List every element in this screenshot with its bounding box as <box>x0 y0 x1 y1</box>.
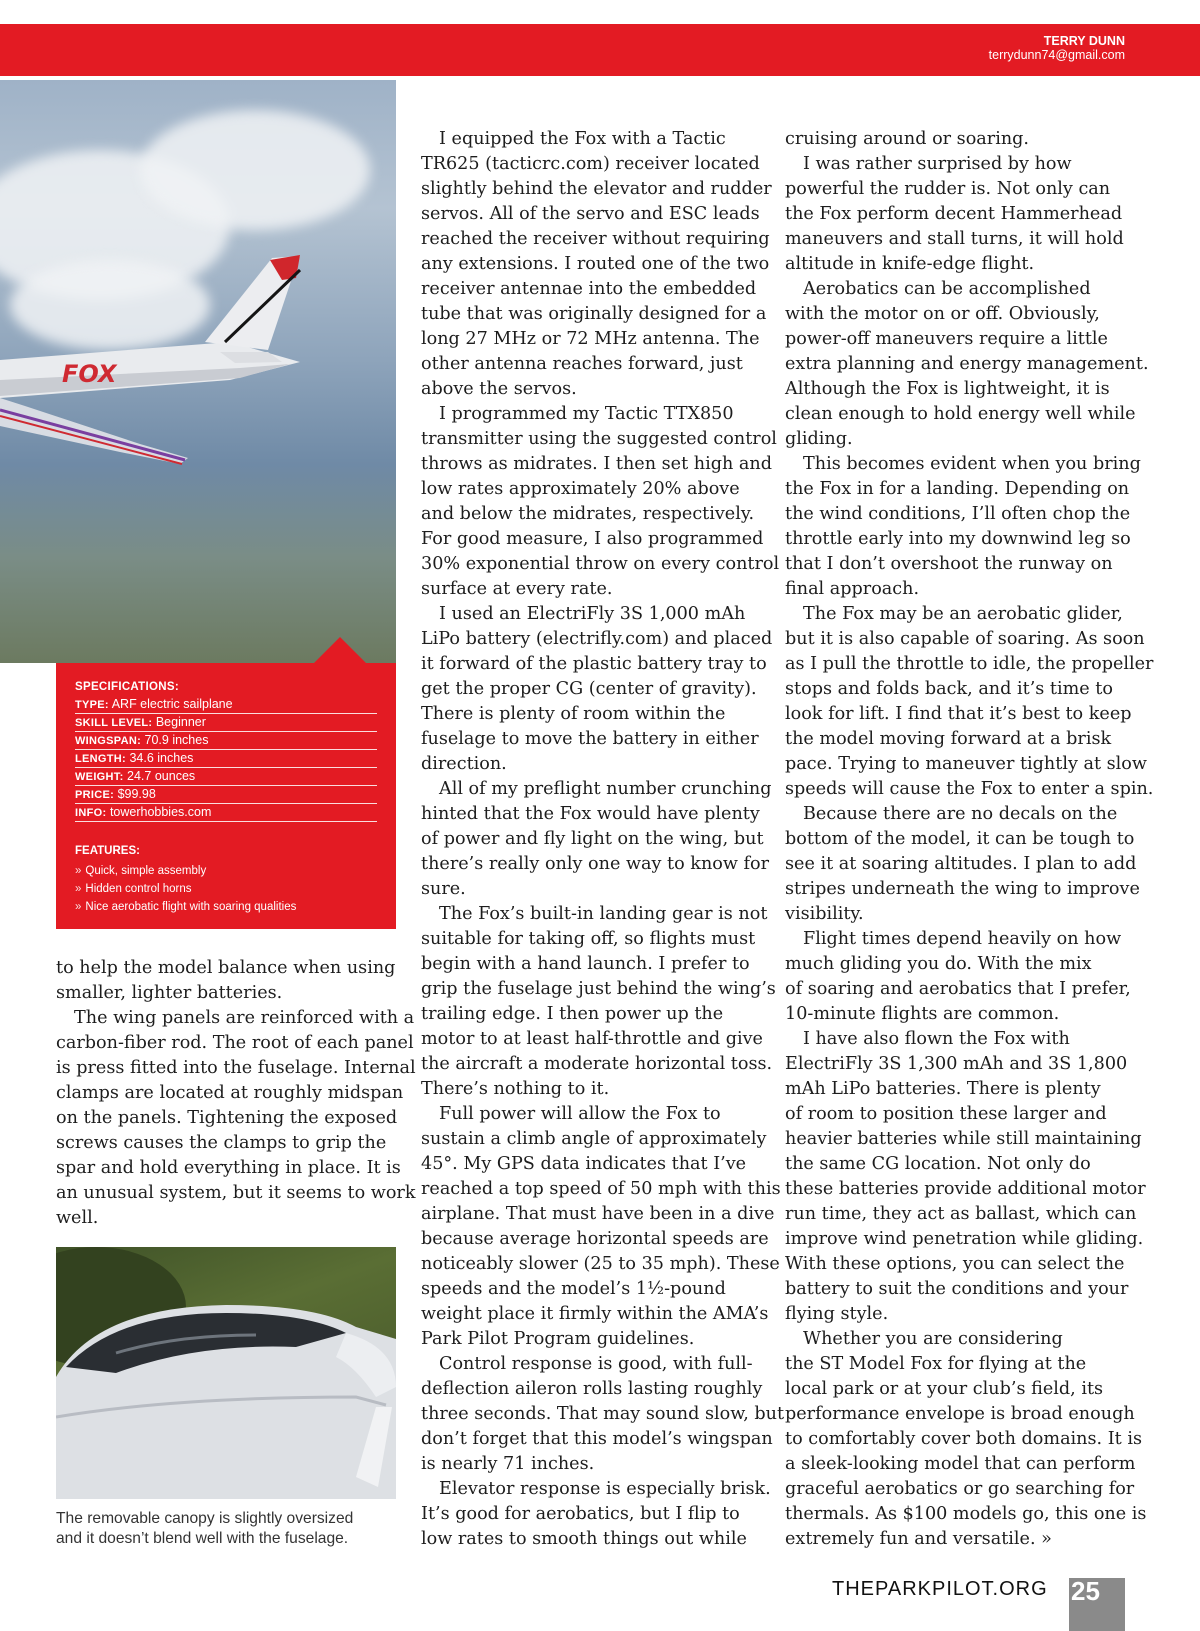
specs-title: SPECIFICATIONS: <box>75 681 179 693</box>
text-line: weight place it firmly within the AMA’s <box>421 1304 769 1324</box>
text-line: sure. <box>421 879 466 899</box>
text-line: the same CG location. Not only do <box>785 1154 1091 1174</box>
text-line: it forward of the plastic battery tray to <box>421 654 767 674</box>
text-line: fuselage to move the battery in either <box>421 729 759 749</box>
text-line: begin with a hand launch. I prefer to <box>421 954 750 974</box>
spec-value: 70.9 inches <box>144 733 209 747</box>
text-line: spar and hold everything in place. It is <box>56 1158 401 1178</box>
text-line: LiPo battery (electrifly.com) and placed <box>421 629 773 649</box>
text-line: grip the fuselage just behind the wing’s <box>421 979 776 999</box>
text-line: 45°. My GPS data indicates that I’ve <box>421 1154 747 1174</box>
paragraph <box>785 127 1153 152</box>
text-line: noticeably slower (25 to 35 mph). These <box>421 1254 780 1274</box>
article-column-2 <box>421 127 784 1552</box>
text-line: Flight times depend heavily on how <box>803 929 1122 949</box>
text-line: power-off maneuvers require a little <box>785 329 1108 349</box>
text-line: trailing edge. I then power up the <box>421 1004 724 1024</box>
text-line: to help the model balance when using <box>56 958 396 978</box>
spec-row <box>75 768 377 786</box>
text-line: three seconds. That may sound slow, but <box>421 1404 785 1424</box>
spec-value: Beginner <box>155 715 206 729</box>
text-line: smaller, lighter batteries. <box>56 983 283 1003</box>
feature-item <box>75 880 385 898</box>
text-line: clamps are located at roughly midspan <box>56 1083 404 1103</box>
text-line: gliding. <box>785 429 853 449</box>
text-line: The wing panels are reinforced with a <box>74 1008 415 1028</box>
text-line: clean enough to hold energy well while <box>785 404 1136 424</box>
spec-row <box>75 732 377 750</box>
text-line: the Fox in for a landing. Depending on <box>785 479 1130 499</box>
text-line: long 27 MHz or 72 MHz antenna. The <box>421 329 760 349</box>
feature-text: Hidden control horns <box>85 883 192 895</box>
paragraph <box>785 602 1153 802</box>
text-line: graceful aerobatics or go searching for <box>785 1479 1135 1499</box>
spec-row <box>75 696 377 714</box>
text-line: speeds will cause the Fox to enter a spin. <box>785 779 1154 799</box>
paragraph <box>56 956 416 1006</box>
text-line: there’s really only one way to know for <box>421 854 770 874</box>
text-line: maneuvers and stall turns, it will hold <box>785 229 1124 249</box>
text-line: With these options, you can select the <box>785 1254 1125 1274</box>
text-line: much gliding you do. With the mix <box>785 954 1092 974</box>
text-line: The Fox’s built-in landing gear is not <box>439 904 768 924</box>
paragraph <box>785 277 1153 452</box>
text-line: above the servos. <box>421 379 577 399</box>
text-line: Elevator response is especially brisk. <box>439 1479 771 1499</box>
paragraph <box>421 1352 784 1477</box>
text-line: screws causes the clamps to grip the <box>56 1133 387 1153</box>
text-line: I used an ElectriFly 3S 1,000 mAh <box>439 604 746 624</box>
text-line: an unusual system, but it seems to work <box>56 1183 416 1203</box>
text-line: any extensions. I routed one of the two <box>421 254 770 274</box>
spec-label: WINGSPAN: <box>75 735 142 747</box>
text-line: tube that was originally designed for a <box>421 304 767 324</box>
specs-list <box>75 696 377 822</box>
text-line: is nearly 71 inches. <box>421 1454 595 1474</box>
text-line: There’s nothing to it. <box>421 1079 610 1099</box>
text-line: carbon-fiber rod. The root of each panel <box>56 1033 414 1053</box>
text-line: 10-minute flights are common. <box>785 1004 1060 1024</box>
caption-line: The removable canopy is slightly oversized <box>56 1510 354 1527</box>
page-number: 25 <box>1071 1576 1100 1606</box>
text-line: the wind conditions, I’ll often chop the <box>785 504 1131 524</box>
text-line: Full power will allow the Fox to <box>439 1104 721 1124</box>
paragraph <box>421 602 784 777</box>
spec-label: LENGTH: <box>75 753 126 765</box>
spec-label: SKILL LEVEL: <box>75 717 153 729</box>
text-line: visibility. <box>785 904 864 924</box>
text-line: other antenna reaches forward, just <box>421 354 743 374</box>
text-line: I have also flown the Fox with <box>803 1029 1070 1049</box>
spec-row <box>75 750 377 768</box>
text-line: motor to at least half-throttle and give <box>421 1029 763 1049</box>
text-line: ElectriFly 3S 1,300 mAh and 3S 1,800 <box>785 1054 1128 1074</box>
canopy-illustration <box>56 1247 396 1499</box>
paragraph <box>421 127 784 402</box>
paragraph <box>421 1102 784 1352</box>
spec-value: 24.7 ounces <box>127 769 196 783</box>
text-line: mAh LiPo batteries. There is plenty <box>785 1079 1101 1099</box>
feature-item <box>75 862 385 880</box>
features-title: FEATURES: <box>75 845 140 857</box>
text-line: well. <box>56 1208 99 1228</box>
paragraph <box>785 1327 1153 1552</box>
spec-label: INFO: <box>75 807 107 819</box>
text-line: slightly behind the elevator and rudder <box>421 179 772 199</box>
bullet-chevron-icon: » <box>75 901 82 913</box>
text-line: that I don’t overshoot the runway on <box>785 554 1113 574</box>
glider-illustration <box>0 80 396 663</box>
feature-text: Quick, simple assembly <box>85 865 207 877</box>
text-line: of power and fly light on the wing, but <box>421 829 764 849</box>
article-column-1 <box>56 956 416 1231</box>
text-line: low rates to smooth things out while <box>421 1529 747 1549</box>
text-line: see it at soaring altitudes. I plan to add <box>785 854 1137 874</box>
text-line: I equipped the Fox with a Tactic <box>439 129 726 149</box>
text-line: low rates approximately 20% above <box>421 479 740 499</box>
spec-row <box>75 804 377 822</box>
paragraph <box>785 452 1153 602</box>
text-line: run time, they act as ballast, which can <box>785 1204 1137 1224</box>
text-line: of room to position these larger and <box>785 1104 1107 1124</box>
text-line: these batteries provide additional motor <box>785 1179 1146 1199</box>
text-line: powerful the rudder is. Not only can <box>785 179 1111 199</box>
text-line: stripes underneath the wing to improve <box>785 879 1140 899</box>
text-line: sustain a climb angle of approximately <box>421 1129 767 1149</box>
feature-text: Nice aerobatic flight with soaring qualities <box>85 901 297 913</box>
text-line: extremely fun and versatile. » <box>785 1529 1052 1549</box>
text-line: throws as midrates. I then set high and <box>421 454 772 474</box>
photo-caption <box>56 1509 401 1549</box>
text-line: altitude in knife-edge flight. <box>785 254 1035 274</box>
text-line: extra planning and energy management. <box>785 354 1149 374</box>
text-line: the aircraft a moderate horizontal toss. <box>421 1054 773 1074</box>
text-line: I programmed my Tactic TTX850 <box>439 404 734 424</box>
text-line: The Fox may be an aerobatic glider, <box>803 604 1123 624</box>
spec-label: TYPE: <box>75 699 109 711</box>
text-line: but it is also capable of soaring. As soon <box>785 629 1145 649</box>
text-line: It’s good for aerobatics, but I flip to <box>421 1504 740 1524</box>
header-bar <box>0 24 1200 76</box>
text-line: For good measure, I also programmed <box>421 529 764 549</box>
text-line: servos. All of the servo and ESC leads <box>421 204 760 224</box>
spec-row <box>75 786 377 804</box>
caption-line: and it doesn’t blend well with the fuselage. <box>56 1530 349 1547</box>
text-line: and below the midrates, respectively. <box>421 504 755 524</box>
paragraph <box>421 777 784 902</box>
paragraph <box>785 802 1153 927</box>
spec-value: 34.6 inches <box>129 751 194 765</box>
text-line: This becomes evident when you bring <box>803 454 1141 474</box>
text-line: bottom of the model, it can be tough to <box>785 829 1135 849</box>
author-credit <box>989 34 1125 62</box>
text-line: reached a top speed of 50 mph with this <box>421 1179 781 1199</box>
feature-item <box>75 898 385 916</box>
text-line: TR625 (tacticrc.com) receiver located <box>421 154 760 174</box>
paragraph <box>785 1027 1153 1327</box>
paragraph <box>785 152 1153 277</box>
paragraph <box>421 902 784 1102</box>
text-line: Park Pilot Program guidelines. <box>421 1329 695 1349</box>
text-line: is press fitted into the fuselage. Internal <box>56 1058 416 1078</box>
text-line: on the panels. Tightening the exposed <box>56 1108 398 1128</box>
text-line: heavier batteries while still maintaining <box>785 1129 1142 1149</box>
text-line: receiver antennae into the embedded <box>421 279 757 299</box>
spec-value: $99.98 <box>117 787 156 801</box>
site-url: THEPARKPILOT.ORG <box>832 1578 1048 1600</box>
text-line: deflection aileron rolls lasting roughly <box>421 1379 763 1399</box>
text-line: airplane. That must have been in a dive <box>421 1204 775 1224</box>
fox-decal: FOX <box>62 360 117 388</box>
canopy-closeup-photo <box>56 1247 396 1499</box>
text-line: of soaring and aerobatics that I prefer, <box>785 979 1131 999</box>
text-line: There is plenty of room within the <box>421 704 726 724</box>
text-line: the model moving forward at a brisk <box>785 729 1112 749</box>
spec-value: towerhobbies.com <box>109 805 212 819</box>
text-line: the ST Model Fox for flying at the <box>785 1354 1087 1374</box>
text-line: throttle early into my downwind leg so <box>785 529 1131 549</box>
text-line: don’t forget that this model’s wingspan <box>421 1429 773 1449</box>
paragraph <box>785 927 1153 1027</box>
text-line: cruising around or soaring. <box>785 129 1030 149</box>
bullet-chevron-icon: » <box>75 865 82 877</box>
text-line: a sleek-looking model that can perform <box>785 1454 1136 1474</box>
text-line: the Fox perform decent Hammerhead <box>785 204 1123 224</box>
features-list <box>75 862 385 916</box>
text-line: because average horizontal speeds are <box>421 1229 769 1249</box>
text-line: surface at every rate. <box>421 579 613 599</box>
text-line: Whether you are considering <box>803 1329 1063 1349</box>
paragraph <box>56 1006 416 1231</box>
text-line: with the motor on or off. Obviously, <box>785 304 1100 324</box>
text-line: direction. <box>421 754 507 774</box>
text-line: reached the receiver without requiring <box>421 229 770 249</box>
author-email: terrydunn74@gmail.com <box>988 48 1125 62</box>
spec-label: WEIGHT: <box>75 771 124 783</box>
text-line: Aerobatics can be accomplished <box>803 279 1091 299</box>
paragraph <box>421 402 784 602</box>
text-line: look for lift. I find that it’s best to keep <box>785 704 1132 724</box>
text-line: get the proper CG (center of gravity). <box>421 679 757 699</box>
spec-box-notch <box>314 637 366 663</box>
text-line: performance envelope is broad enough <box>785 1404 1135 1424</box>
text-line: stops and folds back, and it’s time to <box>785 679 1113 699</box>
spec-row <box>75 714 377 732</box>
spec-label: PRICE: <box>75 789 115 801</box>
text-line: battery to suit the conditions and your <box>785 1279 1129 1299</box>
article-column-3 <box>785 127 1153 1552</box>
text-line: as I pull the throttle to idle, the propeller <box>785 654 1154 674</box>
text-line: All of my preflight number crunching <box>439 779 772 799</box>
text-line: speeds and the model’s 1¹⁄₂-pound <box>421 1279 726 1299</box>
specifications-box <box>56 663 396 929</box>
text-line: improve wind penetration while gliding. <box>785 1229 1144 1249</box>
text-line: Because there are no decals on the <box>803 804 1118 824</box>
text-line: Although the Fox is lightweight, it is <box>785 379 1110 399</box>
text-line: thermals. As $100 models go, this one is <box>785 1504 1147 1524</box>
text-line: flying style. <box>785 1304 889 1324</box>
spec-value: ARF electric sailplane <box>111 697 233 711</box>
author-name: TERRY DUNN <box>1043 34 1125 48</box>
text-line: Control response is good, with full- <box>439 1354 753 1374</box>
bullet-chevron-icon: » <box>75 883 82 895</box>
text-line: transmitter using the suggested control <box>421 429 777 449</box>
text-line: local park or at your club’s field, its <box>785 1379 1104 1399</box>
text-line: hinted that the Fox would have plenty <box>421 804 760 824</box>
paragraph <box>421 1477 784 1552</box>
glider-flight-photo <box>0 80 396 663</box>
text-line: final approach. <box>785 579 920 599</box>
text-line: pace. Trying to maneuver tightly at slow <box>785 754 1147 774</box>
text-line: I was rather surprised by how <box>803 154 1072 174</box>
text-line: suitable for taking off, so flights must <box>421 929 756 949</box>
text-line: to comfortably cover both domains. It is <box>785 1429 1142 1449</box>
text-line: 30% exponential throw on every control <box>421 554 780 574</box>
